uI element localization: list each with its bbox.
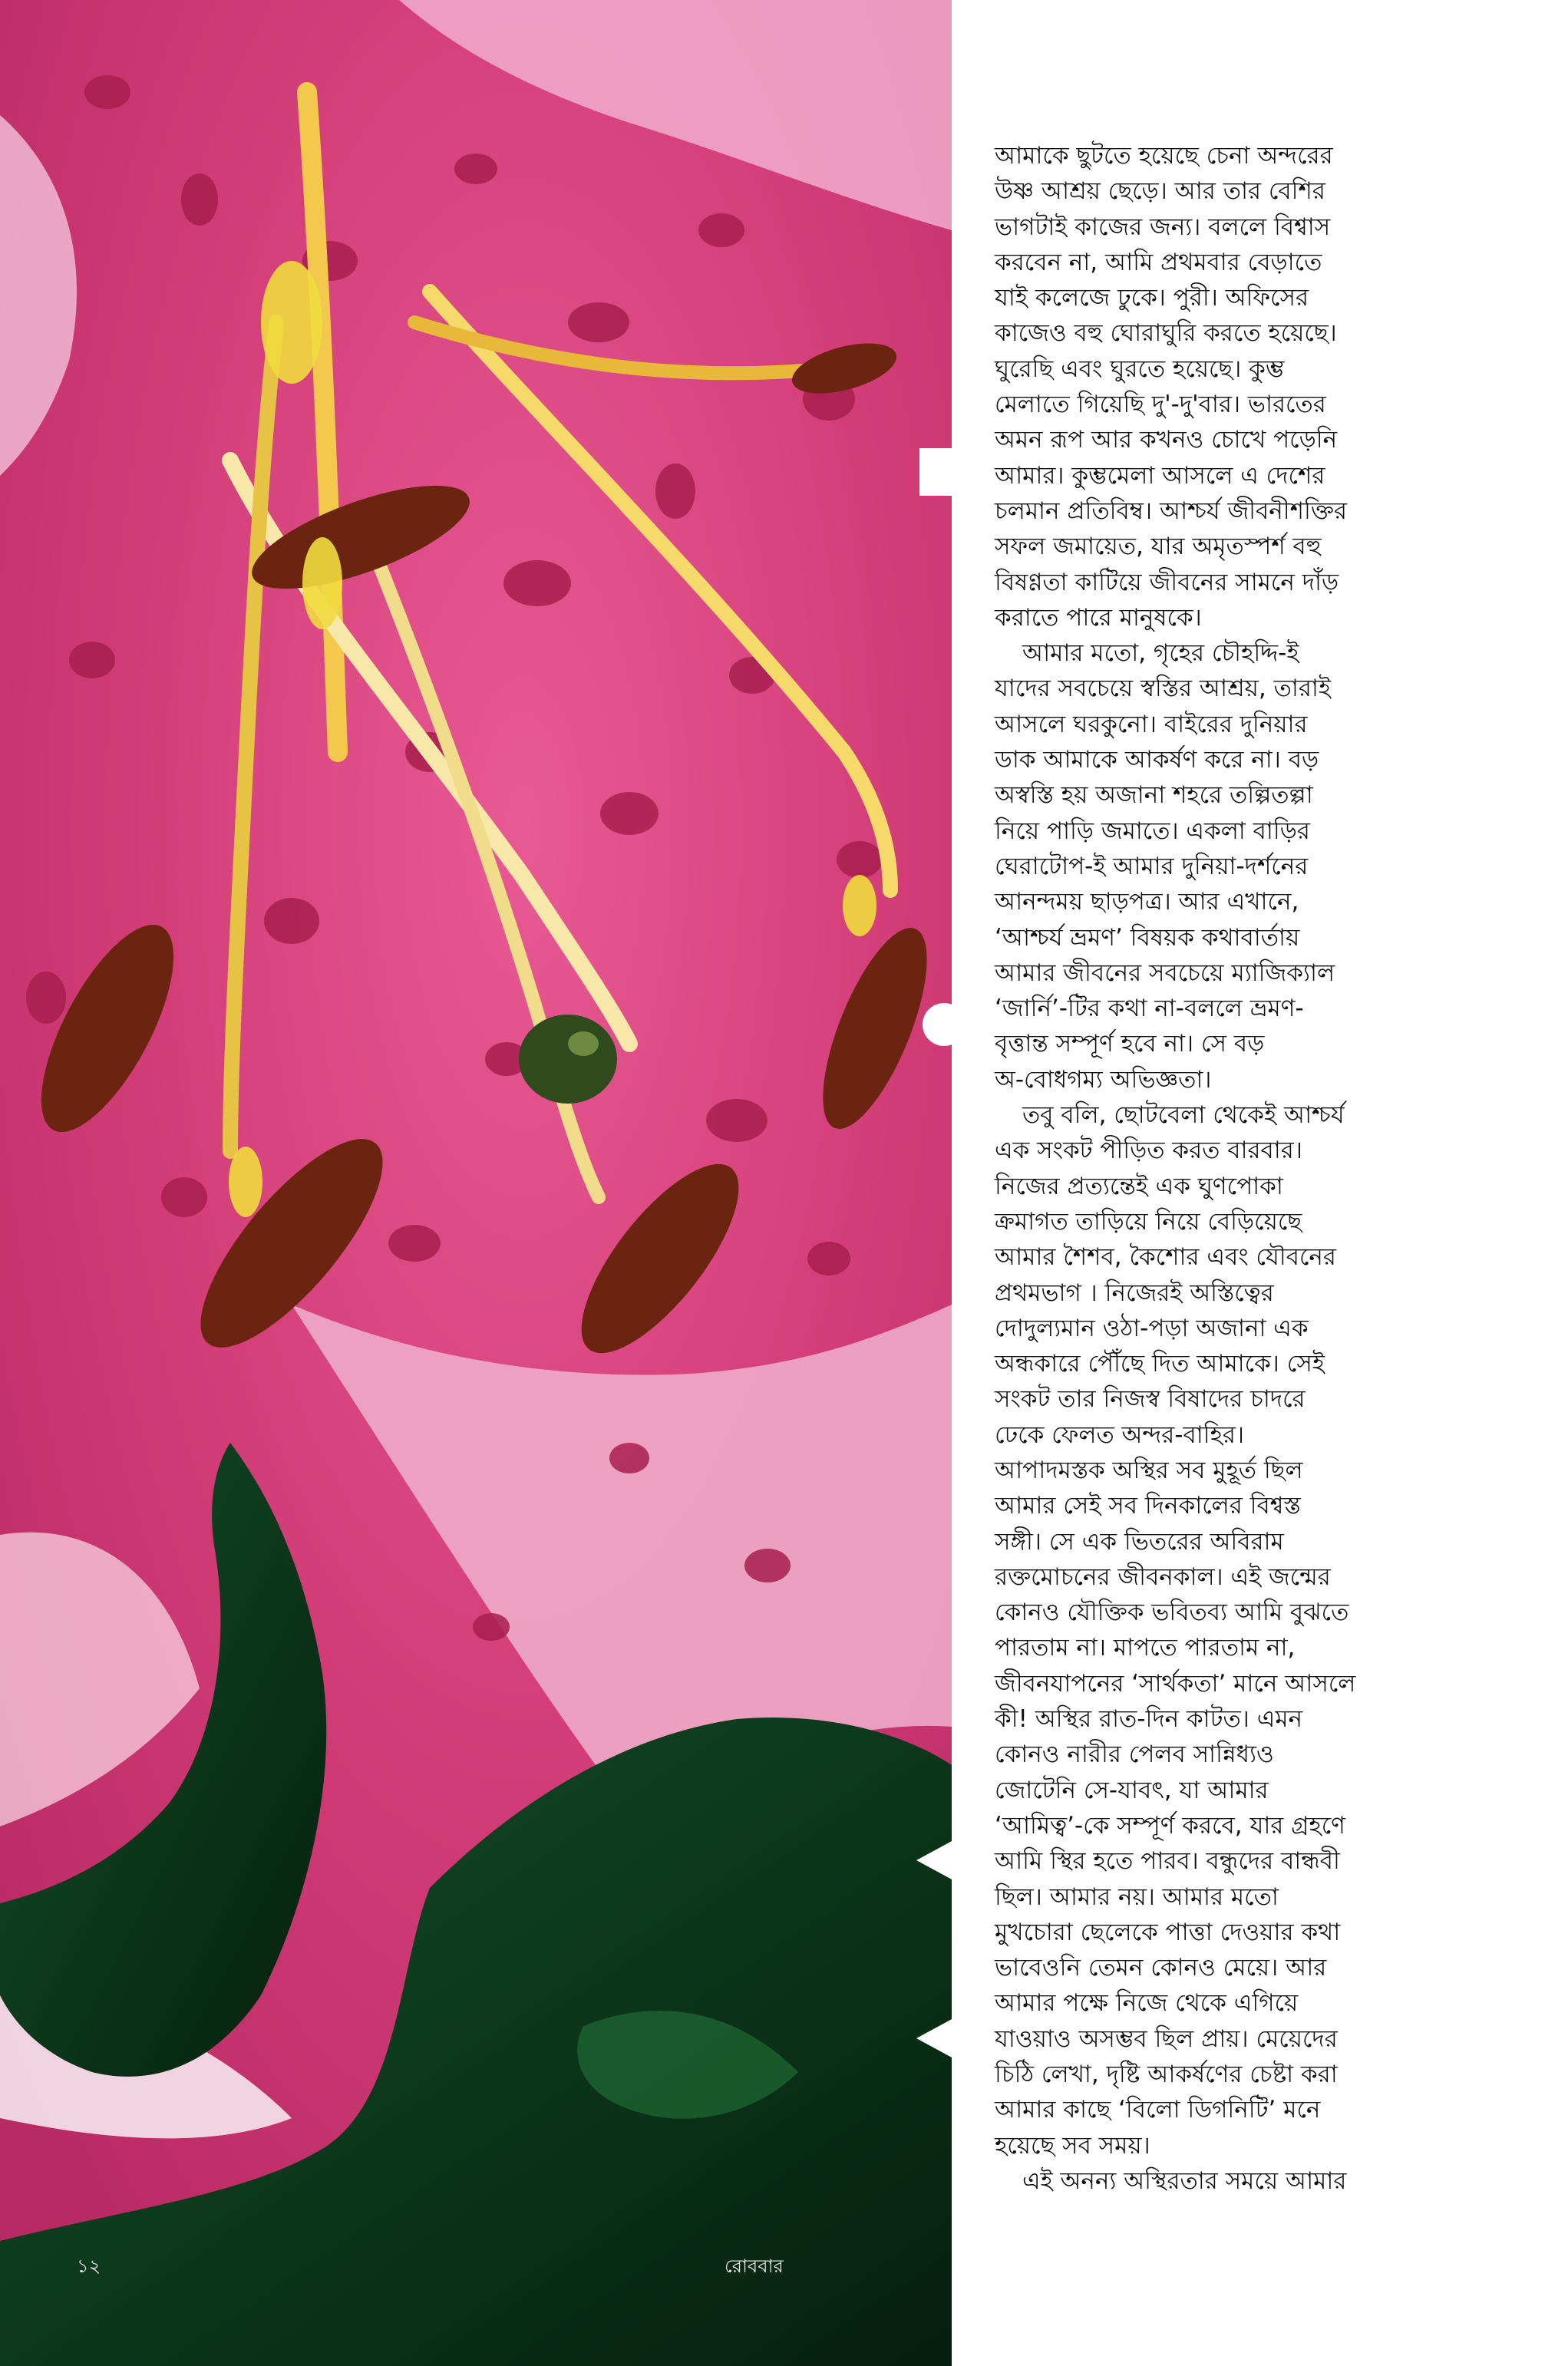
article-line: কী! অস্থির রাত-দিন কাটত। এমন (995, 1705, 1303, 1734)
article-line: মুখচোরা ছেলেকে পাত্তা দেওয়ার কথা (995, 1918, 1341, 1946)
article-line: দোদুল্যমান ওঠা-পড়া অজানা এক (995, 1314, 1309, 1342)
article-line: আপাদমস্তক অস্থির সব মুহূর্ত ছিল (995, 1456, 1303, 1484)
page-number: ১২ (77, 2255, 101, 2277)
article-line: করবেন না, আমি প্রথমবার বেড়াতে (995, 248, 1322, 276)
article-text-column (995, 138, 1424, 2199)
article-line: মেলাতে গিয়েছি দু'-দু'বার। ভারতের (995, 391, 1326, 419)
article-line: প্রথমভাগ । নিজেরই অস্তিত্বের (995, 1279, 1274, 1307)
article-line: সফল জমায়েত, যার অমৃতস্পর্শ বহু (995, 533, 1322, 561)
article-line: বিষণ্ণতা কাটিয়ে জীবনের সামনে দাঁড় (995, 568, 1339, 596)
article-line: তবু বলি, ছোটবেলা থেকেই আশ্চর্য (1022, 1101, 1345, 1130)
article-line: যাওয়াও অসম্ভব ছিল প্রায়। মেয়েদের (995, 2024, 1338, 2053)
article-line: হয়েছে সব সময়। (995, 2131, 1150, 2160)
article-line: ঢেকে ফেলত অন্দর-বাহির। (995, 1421, 1245, 1449)
article-line: পারতাম না। মাপতে পারতাম না, (995, 1634, 1296, 1662)
article-line: আমার। কুম্ভমেলা আসলে এ দেশের (995, 461, 1325, 490)
article-line: আমার কাছে ‘বিলো ডিগনিটি’ মনে (995, 2096, 1321, 2124)
edge-notch-triangle-upper (916, 1840, 953, 1880)
article-line: ঘুরেছি এবং ঘুরতে হয়েছে। কুম্ভ (995, 355, 1285, 383)
article-line: ডাক আমাকে আকর্ষণ করে না। বড় (995, 746, 1319, 774)
article-line: কোনও যৌক্তিক ভবিতব্য আমি বুঝতে (995, 1599, 1349, 1627)
article-line: কাজেও বহু ঘোরাঘুরি করতে হয়েছে। (995, 319, 1337, 348)
article-line: কোনও নারীর পেলব সান্নিধ্যও (995, 1741, 1274, 1769)
article-line: আমার সেই সব দিনকালের বিশ্বস্ত (995, 1492, 1301, 1520)
article-line: চলমান প্রতিবিম্ব। আশ্চর্য জীবনীশক্তির (995, 497, 1348, 525)
article-line: আমাকে ছুটতে হয়েছে চেনা অন্দরের (995, 142, 1333, 170)
article-line: ‘জার্নি’-টির কথা না-বললে ভ্রমণ- (995, 995, 1304, 1023)
article-line: নিয়ে পাড়ি জমাতে। একলা বাড়ির (995, 817, 1310, 845)
article-line: আমি স্থির হতে পারব। বন্ধুদের বান্ধবী (995, 1847, 1340, 1876)
article-line: আসলে ঘরকুনো। বাইরের দুনিয়ার (995, 710, 1308, 738)
article-line: আমার পক্ষে নিজে থেকে এগিয়ে (995, 1989, 1299, 2018)
article-line: ‘আশ্চর্য ভ্রমণ’ বিষয়ক কথাবার্তায় (995, 923, 1300, 952)
edge-notch-rect (919, 448, 953, 496)
article-line: অমন রূপ আর কখনও চোখে পড়েনি (995, 426, 1338, 454)
article-line: অস্বস্তি হয় অজানা শহরে তল্পিতল্পা (995, 781, 1313, 810)
article-line: এই অনন্য অস্থিরতার সময়ে আমার (1022, 2166, 1347, 2195)
article-line: জোটেনি সে-যাবৎ, যা আমার (995, 1776, 1269, 1804)
article-line: ঘেরাটোপ-ই আমার দুনিয়া-দর্শনের (995, 852, 1309, 880)
article-line: আমার মতো, গৃহের চৌহদ্দি-ই (1022, 639, 1299, 668)
article-line: ছিল। আমার নয়। আমার মতো (995, 1883, 1279, 1911)
article-line: আমার শৈশব, কৈশোর এবং যৌবনের (995, 1243, 1336, 1272)
article-line: করাতে পারে মানুষকে। (995, 603, 1202, 632)
article-line: আনন্দময় ছাড়পত্র। আর এখানে, (995, 888, 1299, 916)
magazine-name: রোববার (725, 2255, 784, 2277)
article-line: বৃত্তান্ত সম্পূর্ণ হবে না। সে বড় (995, 1030, 1265, 1058)
article-line: চিঠি লেখা, দৃষ্টি আকর্ষণের চেষ্টা করা (995, 2061, 1338, 2089)
article-line: নিজের প্রত্যন্তেই এক ঘুণপোকা (995, 1172, 1283, 1200)
article-line: ‘আমিত্ব’-কে সম্পূর্ণ করবে, যার গ্রহণে (995, 1811, 1345, 1840)
article-line: অ-বোধগম্য অভিজ্ঞতা। (995, 1065, 1212, 1094)
article-line: জীবনযাপনের ‘সার্থকতা’ মানে আসলে (995, 1669, 1356, 1698)
article-line: রক্তমোচনের জীবনকাল। এই জন্মের (995, 1562, 1331, 1591)
article-line: এক সংকট পীড়িত করত বারবার। (995, 1137, 1302, 1165)
article-line: ভাবেওনি তেমন কোনও মেয়ে। আর (995, 1954, 1327, 1982)
article-line: আমার জীবনের সবচেয়ে ম্যাজিক্যাল (995, 959, 1335, 987)
article-line: উষ্ণ আশ্রয় ছেড়ে। আর তার বেশির (995, 177, 1325, 206)
edge-notch-circle (923, 1003, 966, 1046)
article-line: যাই কলেজে ঢুকে। পুরী। অফিসের (995, 284, 1309, 312)
article-line: ভাগটাই কাজের জন্য। বললে বিশ্বাস (995, 213, 1331, 241)
article-line: ক্রমাগত তাড়িয়ে নিয়ে বেড়িয়েছে (995, 1207, 1302, 1236)
article-line: যাদের সবচেয়ে স্বস্তির আশ্রয়, তারাই (995, 675, 1331, 703)
article-line: সঙ্গী। সে এক ভিতরের অবিরাম (995, 1527, 1284, 1556)
article-line: অন্ধকারে পৌঁছে দিত আমাকে। সেই (995, 1350, 1325, 1378)
article-line: সংকট তার নিজস্ব বিষাদের চাদরে (995, 1385, 1306, 1414)
edge-notch-triangle-lower (916, 2018, 953, 2058)
